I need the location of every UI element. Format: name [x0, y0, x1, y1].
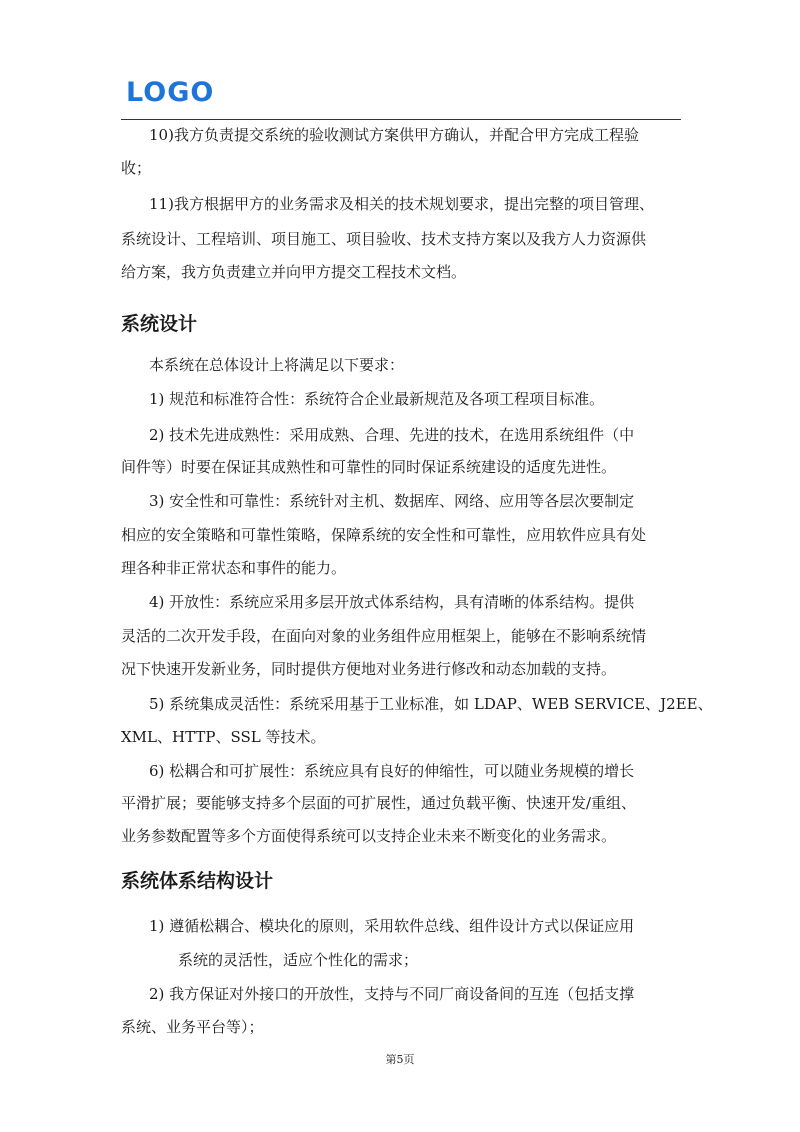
page-number: 第5页: [385, 1053, 415, 1066]
paragraph-line: 间件等）时要在保证其成熟性和可靠性的同时保证系统建设的适度先进性。: [121, 458, 617, 476]
list-item-line: 5) 系统集成灵活性：系统采用基于工业标准，如 LDAP、WEB SERVICE、J2EE、: [149, 695, 713, 713]
paragraph-line: 11)我方根据甲方的业务需求及相关的技术规划要求，提出完整的项目管理、: [149, 195, 654, 213]
section-heading: 系统体系结构设计: [121, 870, 274, 892]
list-item-line: 1) 遵循松耦合、模块化的原则，采用软件总线、组件设计方式以保证应用: [149, 917, 635, 935]
paragraph-line: 平滑扩展；要能够支持多个层面的可扩展性，通过负载平衡、快速开发/重组、: [121, 794, 637, 812]
paragraph-line: XML、HTTP、SSL 等技术。: [121, 728, 326, 746]
paragraph-line: 相应的安全策略和可靠性策略，保障系统的安全性和可靠性，应用软件应具有处: [121, 526, 647, 544]
list-item-line: 2) 我方保证对外接口的开放性，支持与不同厂商设备间的互连（包括支撑: [149, 985, 635, 1003]
logo: LOGO: [126, 77, 215, 108]
list-item-line: 6) 松耦合和可扩展性：系统应具有良好的伸缩性，可以随业务规模的增长: [149, 762, 635, 780]
list-item-line: 2) 技术先进成熟性：采用成熟、合理、先进的技术，在选用系统组件（中: [149, 426, 635, 444]
paragraph-line: 系统设计、工程培训、项目施工、项目验收、技术支持方案以及我方人力资源供: [121, 230, 647, 248]
paragraph-line: 10)我方负责提交系统的验收测试方案供甲方确认，并配合甲方完成工程验: [149, 126, 639, 144]
paragraph-line: 本系统在总体设计上将满足以下要求：: [149, 356, 405, 374]
paragraph-line: 理各种非正常状态和事件的能力。: [121, 559, 347, 577]
paragraph-line: 给方案，我方负责建立并向甲方提交工程技术文档。: [121, 263, 467, 281]
paragraph-line: 业务参数配置等多个方面使得系统可以支持企业未来不断变化的业务需求。: [121, 827, 617, 845]
paragraph-line: 收；: [121, 159, 152, 177]
section-heading: 系统设计: [121, 313, 198, 335]
paragraph-line: 系统、业务平台等）；: [121, 1018, 264, 1036]
list-item-line: 4) 开放性：系统应采用多层开放式体系结构，具有清晰的体系结构。提供: [149, 593, 635, 611]
header-rule: [121, 119, 681, 120]
list-item-line: 1) 规范和标准符合性：系统符合企业最新规范及各项工程项目标准。: [149, 390, 605, 408]
list-item-line: 系统的灵活性，适应个性化的需求；: [178, 951, 419, 969]
paragraph-line: 灵活的二次开发手段，在面向对象的业务组件应用框架上，能够在不影响系统情: [121, 627, 647, 645]
paragraph-line: 况下快速开发新业务，同时提供方便地对业务进行修改和动态加载的支持。: [121, 660, 617, 678]
list-item-line: 3) 安全性和可靠性：系统针对主机、数据库、网络、应用等各层次要制定: [149, 492, 635, 510]
